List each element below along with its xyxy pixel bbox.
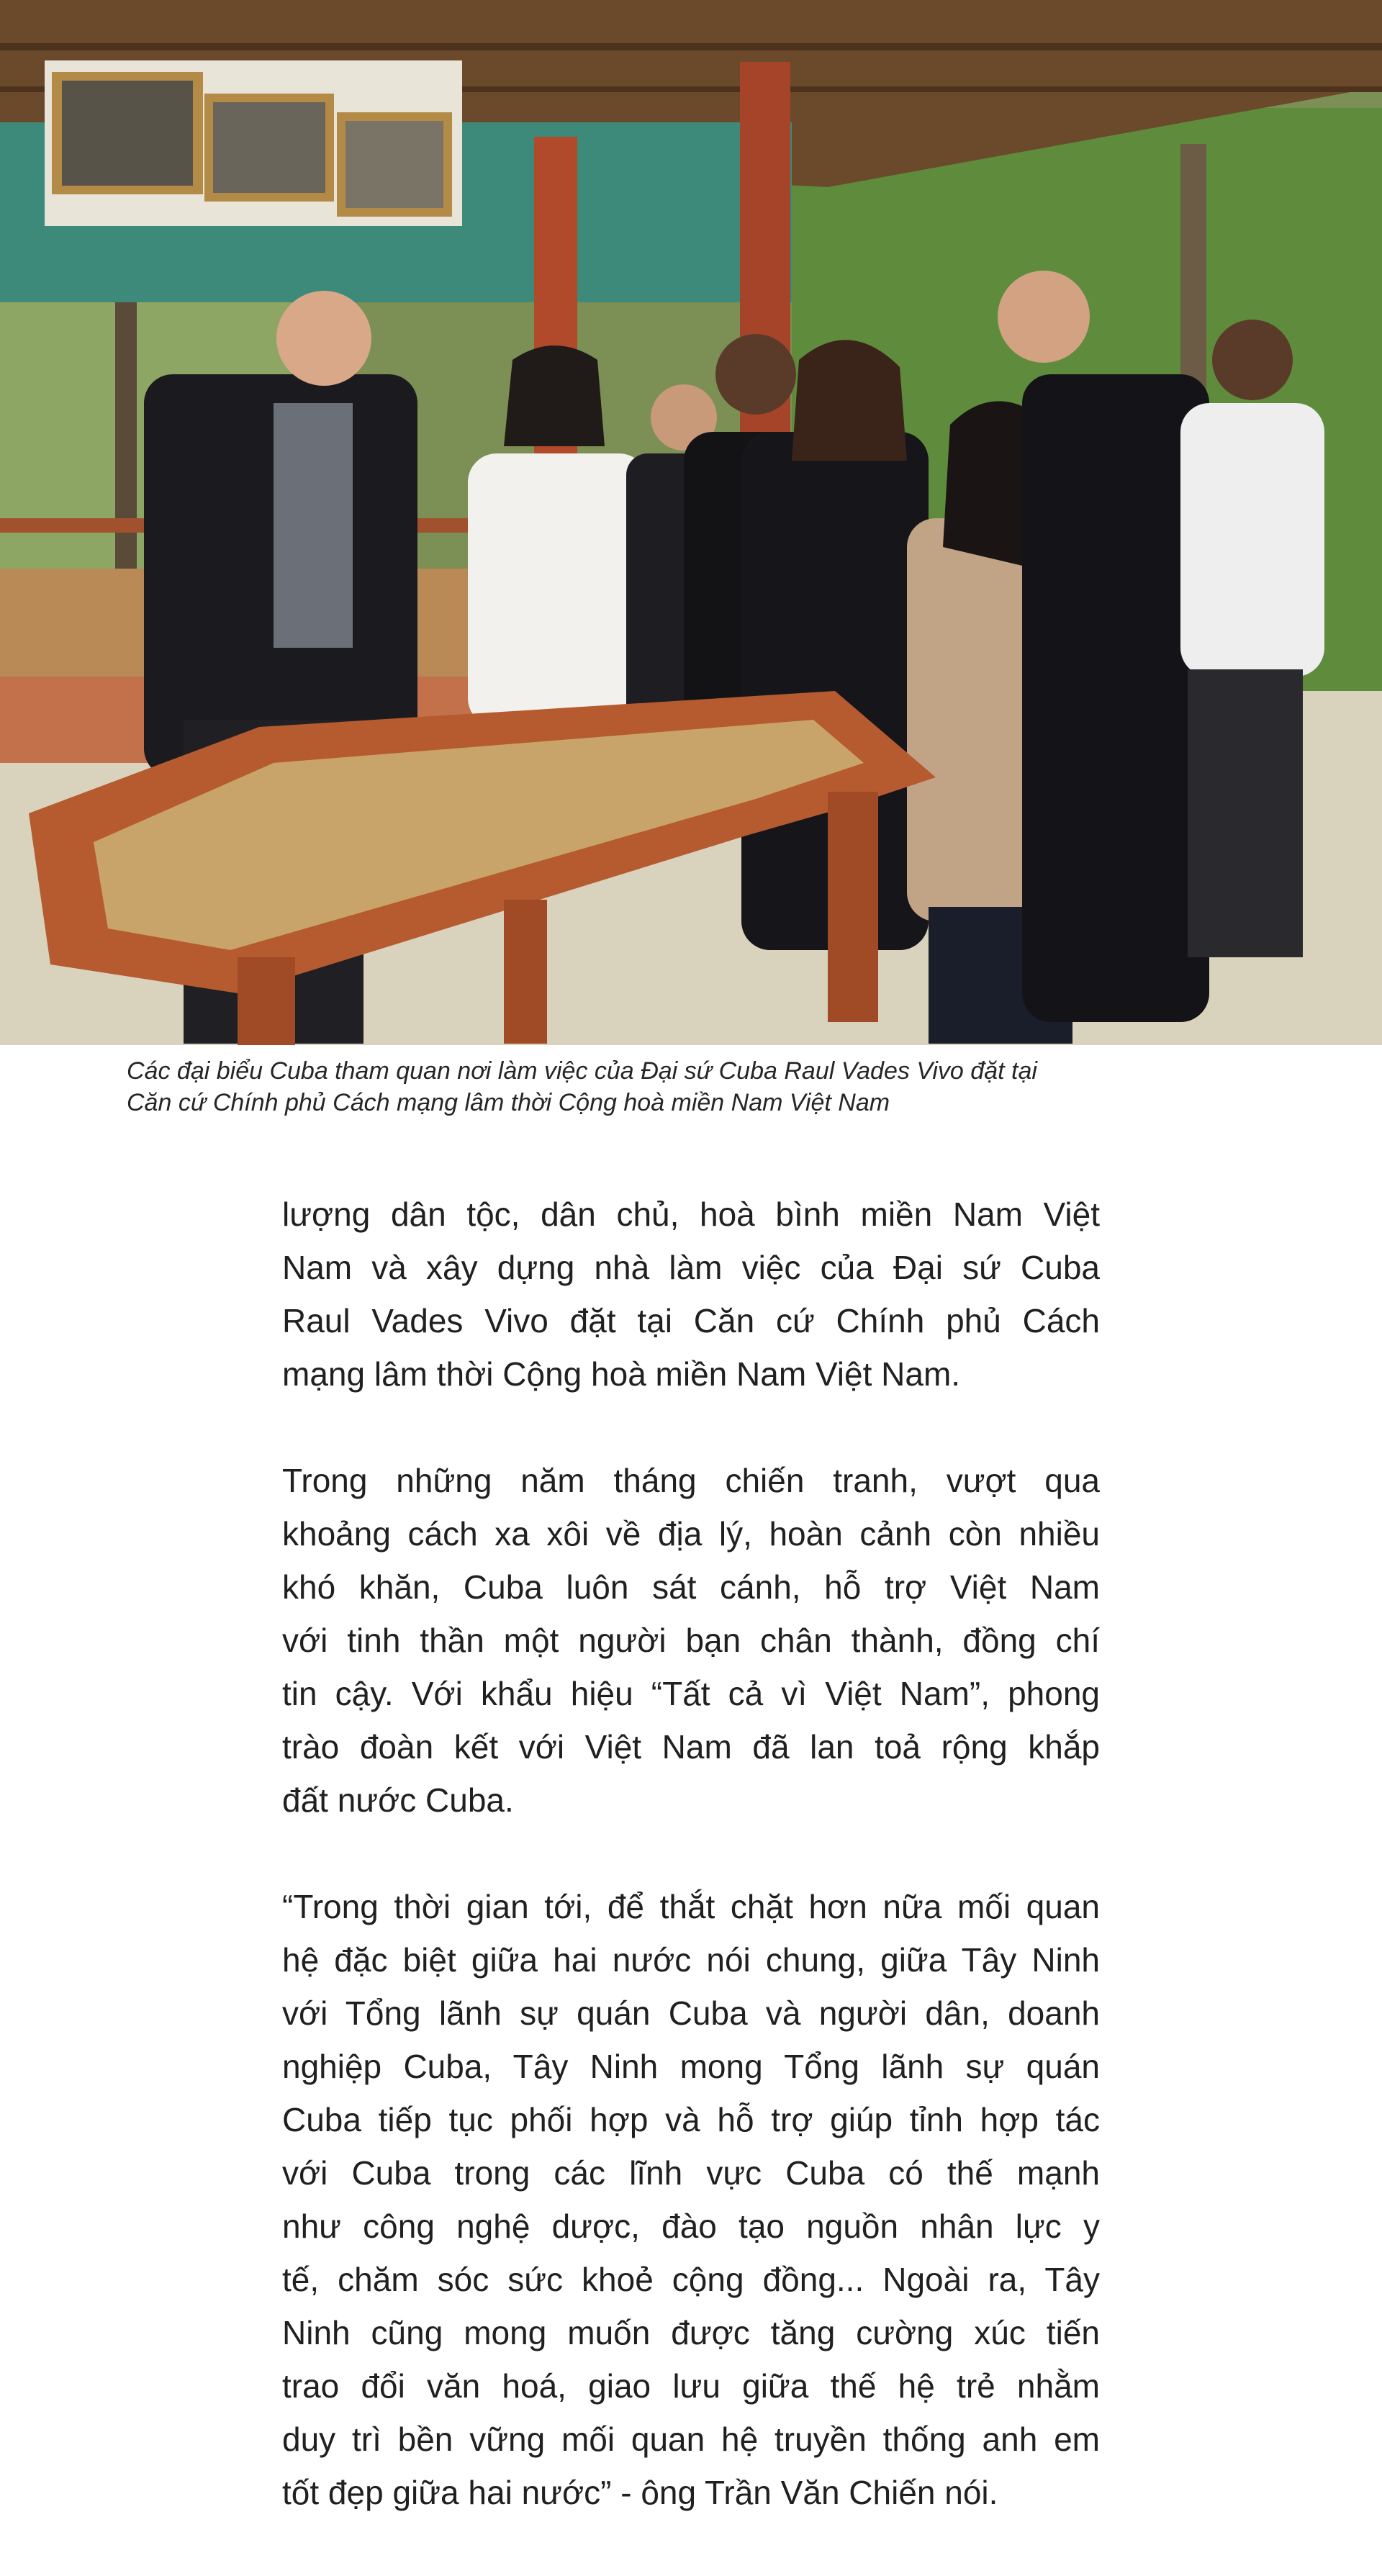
text-line: Raul Vades Vivo đặt tại Căn cứ Chính phủ Cách: [282, 1302, 1100, 1339]
text-line: nghiệp Cuba, Tây Ninh mong Tổng lãnh sự quán: [282, 2048, 1100, 2085]
caption-line: Căn cứ Chính phủ Cách mạng lâm thời Cộng hoà miền Nam Việt Nam: [127, 1089, 890, 1116]
table-leg: [828, 792, 878, 1022]
photo-caption: [127, 1055, 1293, 1118]
article-photo: [0, 0, 1382, 1045]
text-line: “Trong thời gian tới, để thắt chặt hơn nữa mối quan: [282, 1888, 1100, 1925]
text-line: hệ đặc biệt giữa hai nước nói chung, giữa Tây Ninh: [282, 1941, 1100, 1979]
text-line: mạng lâm thời Cộng hoà miền Nam Việt Nam.: [282, 1355, 961, 1393]
text-line: như công nghệ dược, đào tạo nguồn nhân lực y: [282, 2207, 1100, 2245]
text-line: Nam và xây dựng nhà làm việc của Đại sứ Cuba: [282, 1249, 1100, 1286]
text-line: tế, chăm sóc sức khoẻ cộng đồng... Ngoài ra, Tây: [282, 2261, 1100, 2298]
text-line: đất nước Cuba.: [282, 1781, 514, 1819]
text-line: lượng dân tộc, dân chủ, hoà bình miền Nam Việt: [282, 1196, 1100, 1233]
text-line: tin cậy. Với khẩu hiệu “Tất cả vì Việt Nam”, phong: [282, 1675, 1100, 1712]
text-line: duy trì bền vững mối quan hệ truyền thống anh em: [282, 2421, 1100, 2458]
text-line: Trong những năm tháng chiến tranh, vượt qua: [282, 1462, 1100, 1499]
text-line: tốt đẹp giữa hai nước” - ông Trần Văn Chiến nói.: [282, 2474, 998, 2511]
text-line: Ninh cũng mong muốn được tăng cường xúc tiến: [282, 2314, 1100, 2351]
paragraph: [282, 1454, 1100, 1827]
paragraph: [282, 1188, 1100, 1401]
person-man-right: [1180, 320, 1324, 957]
text-line: với Tổng lãnh sự quán Cuba và người dân, doanh: [282, 1994, 1100, 2032]
text-line: với Cuba trong các lĩnh vực Cuba có thế mạnh: [282, 2154, 1100, 2192]
text-line: trao đổi văn hoá, giao lưu giữa thế hệ trẻ nhằm: [282, 2367, 1100, 2405]
photo-illustration: [0, 0, 1382, 1045]
table-leg: [238, 957, 295, 1045]
article-body: [282, 1188, 1100, 2572]
framed-photo-image: [62, 81, 193, 186]
framed-photo-image: [213, 102, 325, 193]
roof-beam: [0, 43, 1382, 50]
text-line: Cuba tiếp tục phối hợp và hỗ trợ giúp tỉnh hợp tác: [282, 2101, 1100, 2138]
text-line: trào đoàn kết với Việt Nam đã lan toả rộng khắp: [282, 1728, 1100, 1766]
framed-photo-image: [346, 121, 443, 208]
caption-line: Các đại biểu Cuba tham quan nơi làm việc của Đại sứ Cuba Raul Vades Vivo đặt tại: [127, 1057, 1037, 1085]
text-line: với tinh thần một người bạn chân thành, đồng chí: [282, 1622, 1100, 1659]
paragraph: [282, 1880, 1100, 2519]
text-line: khó khăn, Cuba luôn sát cánh, hỗ trợ Việt Nam: [282, 1568, 1100, 1606]
text-line: khoảng cách xa xôi về địa lý, hoàn cảnh còn nhiều: [282, 1515, 1100, 1553]
table-leg: [504, 900, 547, 1044]
